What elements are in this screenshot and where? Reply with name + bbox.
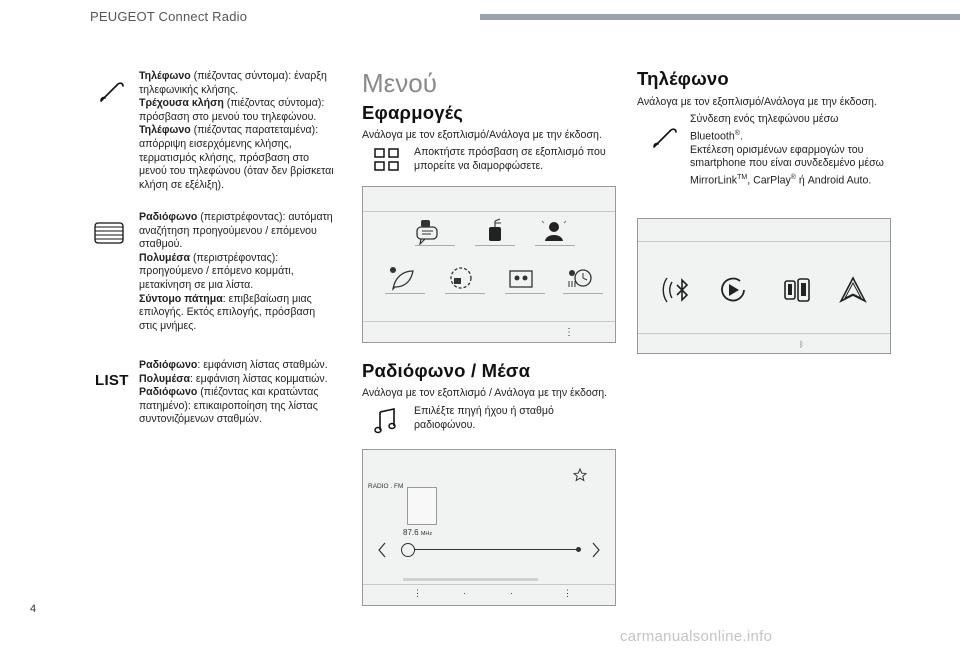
running-header: PEUGEOT Connect Radio [90, 9, 248, 24]
dot-icon: · [463, 588, 466, 598]
text-run: μενού του τηλεφώνου (όταν δεν βρίσκεται [139, 165, 334, 178]
text-run: (πιέζοντας και κρατώντας [197, 386, 319, 399]
mirrorlink-text: MirrorLink [690, 174, 738, 187]
tile-underline [415, 245, 455, 246]
text-run: : εμφάνιση λίστας σταθμών. [197, 359, 328, 371]
text-run: (πιέζοντας σύντομα): [223, 97, 325, 110]
bold-term: Τρέχουσα κλήση [139, 97, 224, 110]
radio-intro: Ανάλογα με τον εξοπλισμό / Ανάλογα με την έκδοση. [362, 387, 608, 399]
text-line [139, 138, 334, 152]
band-label: RADIO . FM [368, 483, 404, 490]
text-line [139, 373, 328, 387]
text-line [139, 152, 334, 166]
text-line [139, 238, 333, 252]
tile-underline [563, 293, 603, 294]
text-line [139, 225, 333, 239]
phone-heading: Τηλέφωνο [637, 68, 729, 89]
phone-desc-line: Εκτέλεση ορισμένων εφαρμογών του [690, 143, 864, 156]
text-line [139, 252, 333, 266]
apps-desc-line: μπορείτε να διαμορφώσετε. [414, 159, 544, 172]
bold-term: Ραδιόφωνο [139, 359, 198, 371]
text-line [139, 320, 333, 334]
android-text: ή Android Auto. [795, 174, 872, 187]
text-run: επιλογής. Εκτός επιλογής, πρόσβαση [139, 306, 316, 319]
text-run: πρόσβαση στο μενού του τηλεφώνου. [139, 110, 317, 123]
carplay-icon [718, 275, 748, 310]
text-line [139, 386, 328, 400]
bold-term: Ραδιόφωνο [139, 211, 198, 223]
page-number: 4 [30, 603, 37, 615]
bold-term: Πολυμέσα [139, 251, 191, 264]
text-line [139, 413, 328, 427]
tile-underline [505, 293, 545, 294]
phone-controls-text [139, 70, 334, 192]
phone-icon [651, 126, 679, 150]
text-line [139, 265, 333, 279]
prev-arrow-icon [377, 542, 387, 563]
tuning-scale [408, 549, 578, 550]
text-run: (περιστρέφοντας): [190, 251, 279, 264]
watermark: carmanualsonline.info [620, 628, 773, 645]
phone-description [690, 113, 884, 188]
bold-term: Ραδιόφωνο [139, 386, 198, 399]
text-run: : εμφάνιση λίστας κομματιών. [190, 372, 328, 385]
phone-desc-line: smartphone που είναι συνδεδεμένο μέσω [690, 157, 884, 170]
menu-heading: Μενού [362, 68, 437, 98]
phone-intro: Ανάλογα με τον εξοπλισμό/Ανάλογα με την έκδοση. [637, 96, 877, 108]
screen-divider [638, 333, 890, 334]
radio-desc-line: Επιλέξτε πηγή ήχου ή σταθμό [414, 405, 554, 417]
connected-services-icon [413, 217, 443, 254]
text-run: κλήση σε εξέλιξη). [139, 178, 225, 191]
radio-description [414, 405, 554, 432]
bold-term: Τηλέφωνο [139, 70, 191, 82]
frequency-unit: MHz [420, 531, 433, 537]
text-line [139, 97, 334, 111]
more-options-icon: ⋮ [413, 588, 422, 598]
music-note-icon [374, 408, 398, 434]
phone-screen-illustration [637, 218, 891, 354]
preset-bar [403, 578, 538, 581]
bold-term: Σύντομο πάτημα [139, 292, 223, 305]
screen-divider [363, 211, 615, 212]
text-run: τηλεφωνικής κλήσης. [139, 83, 239, 96]
more-options-icon: ⋮ [563, 588, 572, 598]
text-line [139, 70, 334, 84]
apps-desc-line: Αποκτήστε πρόσβαση σε εξοπλισμό που [414, 146, 606, 158]
text-run: : επιβεβαίωση μιας [222, 292, 312, 305]
apps-grid-icon [374, 148, 400, 172]
list-controls-text [139, 359, 328, 427]
text-line [139, 279, 333, 293]
android-auto-icon [838, 275, 868, 310]
phone-icon [98, 80, 126, 104]
star-icon [573, 468, 587, 487]
list-button-label: LIST [95, 372, 129, 389]
tile-underline [475, 245, 515, 246]
text-run: προηγούμενο / επόμενο κομμάτι, [139, 265, 294, 278]
phone-desc-line: Bluetooth®. [690, 129, 743, 143]
screen-divider [363, 584, 615, 585]
text-run: τερματισμός κλήσης, πρόσβαση στο [139, 151, 310, 164]
apps-description [414, 146, 606, 173]
bluetooth-status-icon: ᛒ [799, 340, 804, 349]
carplay-text: , CarPlay [747, 174, 791, 187]
text-run: μετακίνηση σε μια λίστα. [139, 278, 254, 291]
text-run: (περιστρέφοντας): αυτόματη [197, 211, 333, 223]
header-rule [480, 14, 960, 20]
tile-underline [535, 245, 575, 246]
bluetooth-text: Bluetooth [690, 130, 735, 143]
text-run: συντονιζόμενων σταθμών. [139, 413, 262, 426]
apps-heading: Εφαρμογές [362, 102, 464, 123]
text-run: στις μνήμες. [139, 319, 197, 332]
text-line [139, 179, 334, 193]
bold-term: Πολυμέσα [139, 372, 191, 385]
radio-screen-illustration [362, 449, 616, 606]
phone-desc-line: Σύνδεση ενός τηλεφώνου μέσω [690, 113, 839, 125]
text-run: απόρριψη εισερχόμενης κλήσης, [139, 137, 292, 150]
frequency-readout [403, 528, 432, 537]
text-line [139, 400, 328, 414]
rotary-controls-text [139, 211, 333, 333]
screen-divider [638, 241, 890, 242]
text-run: (πιέζοντας σύντομα): έναρξη [190, 70, 327, 82]
rotary-knob-icon [93, 222, 125, 244]
next-arrow-icon [591, 542, 601, 563]
text-line [139, 111, 334, 125]
radio-desc-line: ραδιοφώνου. [414, 418, 476, 431]
apps-intro: Ανάλογα με τον εξοπλισμό/Ανάλογα με την έκδοση. [362, 129, 602, 141]
scale-end-dot [576, 547, 581, 552]
more-options-icon: ⋮ [564, 327, 574, 338]
text-run: σταθμού. [139, 238, 183, 251]
text-line [139, 84, 334, 98]
text-run: αναζήτηση προηγούμενου / επόμενου [139, 224, 317, 237]
tuning-cursor [401, 543, 415, 557]
phone-desc-line: MirrorLink™, CarPlay® ή Android Auto. [690, 173, 872, 187]
tile-underline [385, 293, 425, 294]
dot-icon: · [510, 588, 513, 598]
tile-underline [445, 293, 485, 294]
station-artwork [407, 487, 437, 525]
text-run: πατημένο): επικαιροποίηση της λίστας [139, 399, 318, 412]
bluetooth-icon [660, 273, 696, 312]
text-line [139, 293, 333, 307]
text-run: (πιέζοντας παρατεταμένα): [190, 124, 319, 137]
text-line [139, 211, 333, 225]
bold-term: Τηλέφωνο [139, 124, 191, 137]
radio-media-heading: Ραδιόφωνο / Μέσα [362, 360, 531, 381]
text-line [139, 306, 333, 320]
text-line [139, 165, 334, 179]
text-line [139, 124, 334, 138]
screen-divider [363, 321, 615, 322]
frequency-value: 87.6 [403, 528, 419, 537]
apps-screen-illustration [362, 186, 616, 343]
mirrorlink-icon [782, 275, 812, 310]
text-line [139, 359, 328, 373]
